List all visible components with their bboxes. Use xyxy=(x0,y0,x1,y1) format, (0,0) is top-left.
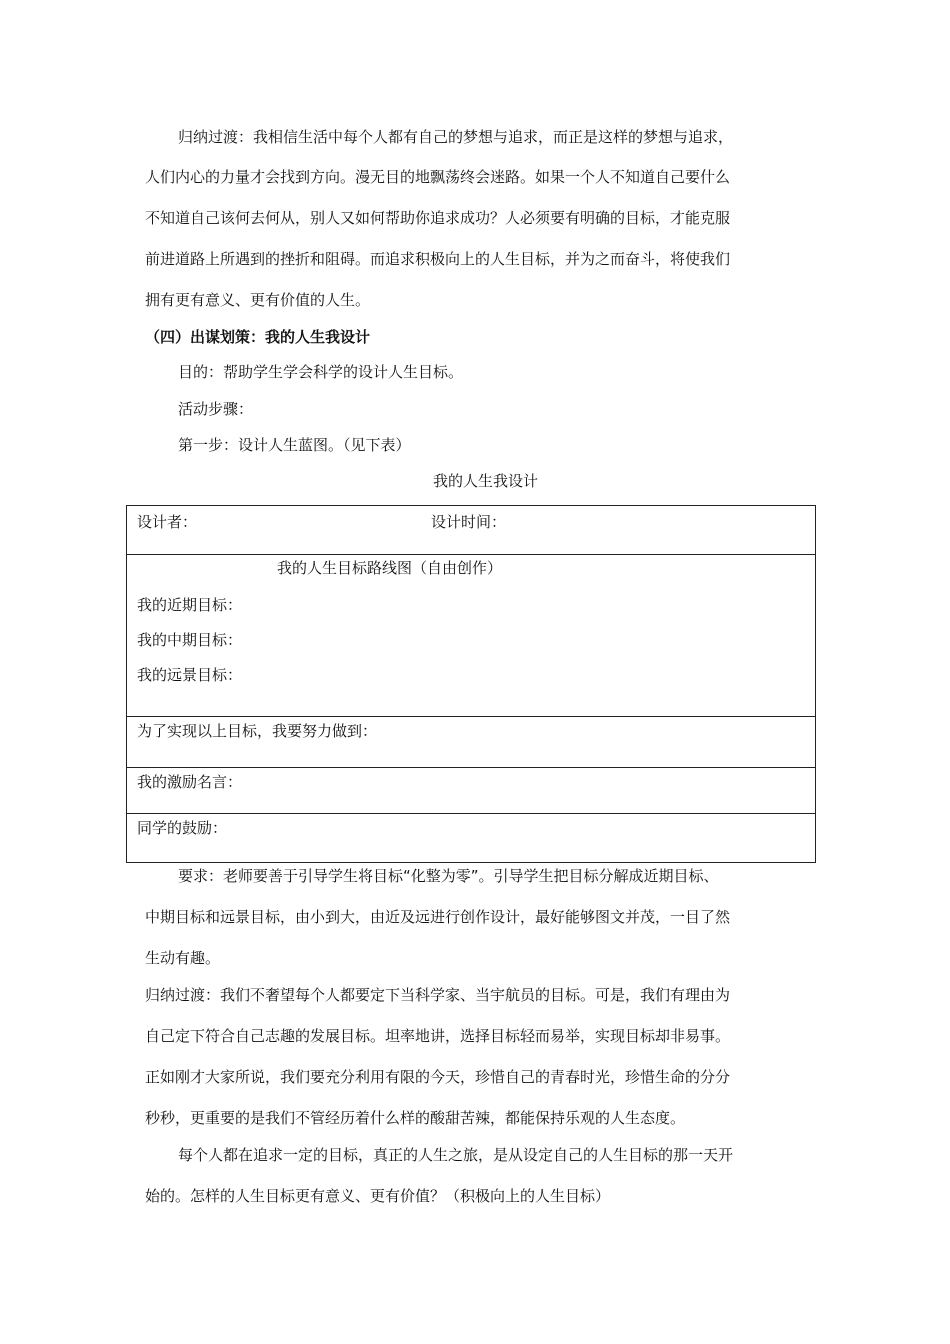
para2-line-3: 正如刚才大家所说，我们要充分利用有限的今天，珍惜自己的青春时光，珍惜生命的分分 xyxy=(145,1068,731,1086)
requirement-line-1: 要求：老师要善于引导学生将目标“化整为零”。引导学生把目标分解成近期目标、 xyxy=(178,867,719,885)
para1-line-1: 归纳过渡：我相信生活中每个人都有自己的梦想与追求，而正是这样的梦想与追求， xyxy=(178,128,734,146)
design-time-label: 设计时间： xyxy=(431,513,507,531)
section-heading: （四）出谋划策：我的人生我设计 xyxy=(145,328,371,346)
table-row xyxy=(127,814,816,863)
long-term-goal-label: 我的远景目标： xyxy=(137,666,243,684)
para1-line-4: 前进道路上所遇到的挫折和阻碍。而追求积极向上的人生目标，并为之而奋斗，将使我们 xyxy=(145,250,731,268)
purpose-line: 目的：帮助学生学会科学的设计人生目标。 xyxy=(178,363,464,381)
activity-steps-label: 活动步骤： xyxy=(178,400,254,418)
life-design-table xyxy=(126,505,816,863)
table-cell-effort xyxy=(127,717,816,768)
para1-line-5: 拥有更有意义、更有价值的人生。 xyxy=(145,291,371,309)
para2-line-1: 归纳过渡：我们不奢望每个人都要定下当科学家、当宇航员的目标。可是，我们有理由为 xyxy=(145,986,731,1004)
classmate-encouragement-label: 同学的鼓励： xyxy=(137,819,228,837)
motto-label: 我的激励名言： xyxy=(137,773,243,791)
mid-term-goal-label: 我的中期目标： xyxy=(137,631,243,649)
table-cell-roadmap xyxy=(127,555,816,717)
roadmap-title: 我的人生目标路线图（自由创作） xyxy=(277,559,503,577)
para1-line-3: 不知道自己该何去何从，别人又如何帮助你追求成功？人必须要有明确的目标，才能克服 xyxy=(145,209,731,227)
para3-line-1: 每个人都在追求一定的目标，真正的人生之旅，是从设定自己的人生目标的那一天开 xyxy=(178,1146,734,1164)
effort-label: 为了实现以上目标，我要努力做到： xyxy=(137,722,378,740)
table-row xyxy=(127,506,816,555)
table-cell-encouragement xyxy=(127,814,816,863)
table-row xyxy=(127,768,816,814)
near-term-goal-label: 我的近期目标： xyxy=(137,596,243,614)
table-cell-motto xyxy=(127,768,816,814)
requirement-line-2: 中期目标和远景目标，由小到大，由近及远进行创作设计，最好能够图文并茂，一目了然 xyxy=(145,908,731,926)
designer-label: 设计者： xyxy=(137,513,198,531)
step-one-line: 第一步：设计人生蓝图。（见下表） xyxy=(178,436,411,454)
para3-line-2: 始的。怎样的人生目标更有意义、更有价值？（积极向上的人生目标） xyxy=(145,1187,611,1205)
table-row xyxy=(127,717,816,768)
table-caption: 我的人生我设计 xyxy=(433,472,539,490)
para1-line-2: 人们内心的力量才会找到方向。漫无目的地飘荡终会迷路。如果一个人不知道自己要什么 xyxy=(145,168,731,186)
requirement-line-3: 生动有趣。 xyxy=(145,949,221,967)
para2-line-4: 秒秒，更重要的是我们不管经历着什么样的酸甜苦辣，都能保持乐观的人生态度。 xyxy=(145,1109,686,1127)
table-row xyxy=(127,555,816,717)
para2-line-2: 自己定下符合自己志趣的发展目标。坦率地讲，选择目标轻而易举，实现目标却非易事。 xyxy=(145,1027,731,1045)
table-cell-header xyxy=(127,506,816,555)
